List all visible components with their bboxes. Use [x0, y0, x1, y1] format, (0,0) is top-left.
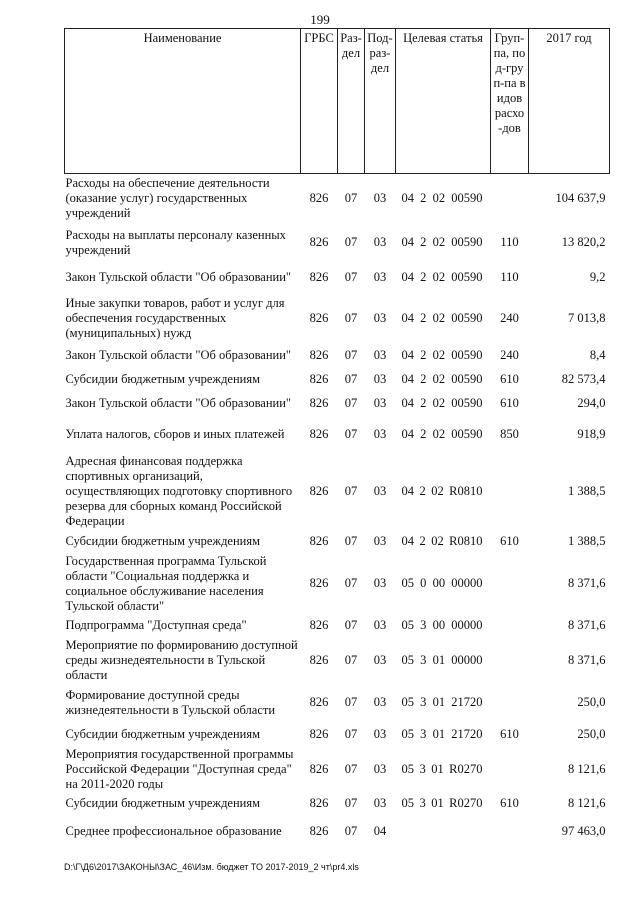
- table-row: [65, 294, 610, 344]
- row-grbs: 826: [309, 796, 329, 810]
- row-podrazdel: 03: [373, 652, 387, 667]
- target-article-part: R0270: [449, 761, 483, 776]
- row-name: Расходы на выплаты персоналу казенных учреждений: [65, 227, 286, 257]
- target-article-part: 2: [420, 191, 427, 206]
- table-row: [65, 792, 610, 816]
- row-expense-group: 610: [500, 727, 519, 741]
- target-article-part: 2: [419, 484, 426, 498]
- row-expense-group: 110: [500, 235, 519, 249]
- target-article-part: 05: [401, 652, 414, 667]
- row-expense-group: 240: [500, 311, 519, 325]
- target-article-part: 00590: [451, 311, 483, 325]
- row-grbs: 826: [309, 695, 329, 709]
- target-article-part: 05: [401, 618, 414, 632]
- row-podrazdel: 03: [373, 761, 387, 776]
- table-row: [65, 392, 610, 416]
- table-row: [65, 454, 610, 530]
- row-amount: 9,2: [589, 270, 606, 284]
- row-amount: 250,0: [577, 695, 606, 709]
- row-target-article: [396, 294, 491, 344]
- row-amount: 8 371,6: [568, 618, 606, 632]
- target-article-part: 00590: [451, 372, 483, 386]
- header-razdel: Раз-дел: [338, 29, 365, 174]
- row-name: Субсидии бюджетным учреждениям: [65, 796, 261, 810]
- row-razdel: 07: [344, 484, 358, 498]
- target-article-part: 3: [420, 727, 427, 741]
- row-target-article: [396, 747, 491, 792]
- row-target-article: [396, 344, 491, 368]
- target-article-part: 05: [401, 727, 414, 741]
- target-article-part: 04: [401, 348, 414, 362]
- target-article-part: 2: [420, 372, 427, 386]
- row-podrazdel: 03: [373, 796, 387, 810]
- target-article-part: 01: [432, 695, 446, 709]
- row-grbs: 826: [309, 652, 329, 667]
- target-article-part: 2: [420, 427, 427, 441]
- target-article-part: 04: [401, 396, 414, 410]
- row-name: Закон Тульской области "Об образовании": [65, 348, 292, 362]
- row-target-article: [396, 683, 491, 723]
- row-amount: 8,4: [589, 348, 606, 362]
- row-target-article: [396, 792, 491, 816]
- row-grbs: 826: [309, 372, 329, 386]
- row-amount: 8 121,6: [568, 796, 606, 810]
- target-article-part: 04: [401, 484, 414, 498]
- row-amount: 1 388,5: [568, 534, 606, 548]
- row-name: Среднее профессиональное образование: [65, 824, 282, 838]
- row-podrazdel: 03: [373, 534, 387, 548]
- row-grbs: 826: [309, 534, 329, 548]
- row-razdel: 07: [344, 576, 358, 590]
- target-article-part: 05: [401, 796, 414, 810]
- row-razdel: 07: [344, 761, 358, 776]
- table-row: [65, 723, 610, 747]
- target-article-part: 02: [432, 396, 446, 410]
- row-expense-group: [491, 454, 529, 530]
- table-row: [65, 368, 610, 392]
- table-row: [65, 816, 610, 848]
- row-podrazdel: 03: [373, 311, 387, 325]
- row-name: Уплата налогов, сборов и иных платежей: [65, 427, 285, 441]
- row-podrazdel: 03: [373, 427, 387, 441]
- row-expense-group: [491, 816, 529, 848]
- table-row: [65, 262, 610, 294]
- row-expense-group: 610: [500, 372, 519, 386]
- row-grbs: 826: [309, 576, 329, 590]
- row-grbs: 826: [309, 191, 329, 206]
- row-name: Подпрограмма "Доступная среда": [65, 618, 247, 632]
- row-grbs: 826: [309, 235, 329, 249]
- row-target-article: [396, 454, 491, 530]
- row-expense-group: [491, 747, 529, 792]
- row-podrazdel: 03: [373, 396, 387, 410]
- table-row: [65, 683, 610, 723]
- table-row: [65, 174, 610, 224]
- row-grbs: 826: [309, 396, 329, 410]
- row-expense-group: 610: [500, 796, 519, 810]
- header-grbs: ГРБС: [301, 29, 338, 174]
- row-grbs: 826: [309, 761, 329, 776]
- row-amount: 250,0: [577, 727, 606, 741]
- row-name: Закон Тульской области "Об образовании": [65, 396, 292, 410]
- row-amount: 82 573,4: [561, 372, 606, 386]
- target-article-part: 2: [420, 270, 427, 284]
- target-article-part: 05: [401, 761, 414, 776]
- table-row: [65, 416, 610, 454]
- row-target-article: [396, 723, 491, 747]
- target-article-part: 2: [419, 534, 426, 548]
- target-article-part: 00590: [451, 235, 483, 249]
- target-article-part: 05: [401, 695, 414, 709]
- row-target-article: [396, 416, 491, 454]
- header-name: Наименование: [65, 29, 301, 174]
- row-podrazdel: 04: [373, 824, 387, 838]
- target-article-part: 00000: [451, 652, 483, 667]
- row-podrazdel: 03: [373, 484, 387, 498]
- row-target-article: [396, 224, 491, 262]
- row-grbs: 826: [309, 427, 329, 441]
- row-name: Субсидии бюджетным учреждениям: [65, 727, 261, 741]
- target-article-part: 2: [420, 396, 427, 410]
- row-grbs: 826: [309, 348, 329, 362]
- row-target-article: [396, 554, 491, 614]
- header-year-2017: 2017 год: [529, 29, 610, 174]
- target-article-part: 02: [432, 427, 446, 441]
- row-name: Государственная программа Тульской области "Социальная поддержка и социальное обслуживание населения Тульской области": [65, 553, 267, 613]
- row-podrazdel: 03: [373, 695, 387, 709]
- target-article-part: 02: [432, 348, 446, 362]
- row-amount: 97 463,0: [561, 824, 606, 838]
- row-expense-group: [491, 638, 529, 683]
- row-amount: 7 013,8: [568, 311, 606, 325]
- target-article-part: 3: [420, 652, 427, 667]
- target-article-part: 00590: [451, 270, 483, 284]
- row-grbs: 826: [309, 484, 329, 498]
- row-amount: 8 371,6: [568, 652, 606, 667]
- target-article-part: 02: [432, 311, 446, 325]
- row-grbs: 826: [309, 824, 329, 838]
- row-expense-group: 240: [500, 348, 519, 362]
- file-path-footer: D:\Г\Д6\2017\ЗАКОНЫ\ЗАС_46\Изм. бюджет ТО 2017-2019_2 чт\pr4.xls: [64, 862, 359, 872]
- target-article-part: 02: [431, 534, 444, 548]
- row-target-article: [396, 368, 491, 392]
- row-name: Мероприятия государственной программы Российской Федерации "Доступная среда" на 2011-2020 годы: [65, 746, 294, 791]
- target-article-part: 00000: [451, 618, 483, 632]
- row-grbs: 826: [309, 311, 329, 325]
- row-podrazdel: 03: [373, 270, 387, 284]
- table-row: [65, 747, 610, 792]
- row-razdel: 07: [344, 796, 358, 810]
- table-row: [65, 638, 610, 683]
- target-article-part: 3: [419, 796, 426, 810]
- header-podrazdel: Под-раз-дел: [365, 29, 396, 174]
- row-expense-group: [491, 554, 529, 614]
- row-razdel: 07: [344, 311, 358, 325]
- table-body: [65, 174, 610, 848]
- target-article-part: 00: [432, 618, 446, 632]
- row-name: Адресная финансовая поддержка спортивных организаций, осуществляющих подготовку спортивного резерва для сборных команд Российской Федерации: [65, 454, 293, 528]
- row-razdel: 07: [344, 396, 358, 410]
- target-article-part: 3: [420, 695, 427, 709]
- target-article-part: 00590: [451, 191, 483, 206]
- row-razdel: 07: [344, 695, 358, 709]
- row-podrazdel: 03: [373, 618, 387, 632]
- row-razdel: 07: [344, 348, 358, 362]
- target-article-part: 04: [401, 235, 414, 249]
- target-article-part: 04: [401, 534, 414, 548]
- row-name: Формирование доступной среды жизнедеятельности в Тульской области: [65, 687, 276, 717]
- table-row: [65, 344, 610, 368]
- target-article-part: 02: [432, 372, 446, 386]
- header-row: [65, 29, 610, 174]
- target-article-part: 3: [419, 761, 426, 776]
- target-article-part: 00590: [451, 348, 483, 362]
- row-podrazdel: 03: [373, 348, 387, 362]
- row-expense-group: 610: [500, 396, 519, 410]
- budget-table-container: [64, 28, 609, 848]
- row-razdel: 07: [344, 191, 358, 206]
- target-article-part: 04: [401, 191, 414, 206]
- row-podrazdel: 03: [373, 576, 387, 590]
- target-article-part: R0810: [449, 534, 483, 548]
- target-article-part: 2: [420, 235, 427, 249]
- row-expense-group: [491, 174, 529, 224]
- row-amount: 8 121,6: [568, 761, 606, 776]
- target-article-part: 05: [401, 576, 414, 590]
- row-expense-group: 610: [500, 534, 519, 548]
- row-name: Иные закупки товаров, работ и услуг для обеспечения государственных (муниципальных) нужд: [65, 296, 285, 340]
- header-expense-group: Груп-па, под-груп-па видов расхо-дов: [491, 29, 529, 174]
- row-target-article: [396, 816, 491, 848]
- target-article-part: 01: [431, 796, 444, 810]
- target-article-part: 04: [401, 311, 414, 325]
- target-article-part: 04: [401, 372, 414, 386]
- target-article-part: 04: [401, 270, 414, 284]
- row-razdel: 07: [344, 727, 358, 741]
- row-razdel: 07: [344, 372, 358, 386]
- row-expense-group: 110: [500, 270, 519, 284]
- budget-table: [64, 28, 610, 848]
- target-article-part: 02: [432, 270, 446, 284]
- target-article-part: 04: [401, 427, 414, 441]
- target-article-part: R0810: [449, 484, 483, 498]
- target-article-part: 00: [432, 576, 446, 590]
- row-name: Мероприятие по формированию доступной среды жизнедеятельности в Тульской области: [65, 637, 298, 682]
- row-razdel: 07: [344, 652, 358, 667]
- target-article-part: R0270: [449, 796, 483, 810]
- row-amount: 918,9: [577, 427, 606, 441]
- row-amount: 1 388,5: [568, 484, 606, 498]
- target-article-part: 2: [420, 348, 427, 362]
- row-razdel: 07: [344, 618, 358, 632]
- row-target-article: [396, 392, 491, 416]
- target-article-part: 00000: [451, 576, 483, 590]
- target-article-part: 02: [432, 191, 446, 206]
- row-razdel: 07: [344, 824, 358, 838]
- row-expense-group: 850: [500, 427, 519, 441]
- target-article-part: 01: [431, 761, 444, 776]
- row-podrazdel: 03: [373, 372, 387, 386]
- row-target-article: [396, 262, 491, 294]
- row-name: Расходы на обеспечение деятельности (оказание услуг) государственных учреждений: [65, 176, 270, 221]
- page-number: 199: [310, 12, 330, 27]
- table-row: [65, 530, 610, 554]
- header-target-article: Целевая статья: [396, 29, 491, 174]
- row-razdel: 07: [344, 534, 358, 548]
- target-article-part: 02: [431, 484, 444, 498]
- row-amount: 8 371,6: [568, 576, 606, 590]
- row-target-article: [396, 174, 491, 224]
- row-target-article: [396, 638, 491, 683]
- target-article-part: 2: [420, 311, 427, 325]
- table-row: [65, 614, 610, 638]
- row-podrazdel: 03: [373, 727, 387, 741]
- row-name: Субсидии бюджетным учреждениям: [65, 372, 261, 386]
- target-article-part: 01: [432, 727, 446, 741]
- row-amount: 104 637,9: [555, 191, 606, 206]
- row-amount: 13 820,2: [561, 235, 606, 249]
- target-article-part: 0: [420, 576, 427, 590]
- target-article-part: 3: [420, 618, 427, 632]
- table-row: [65, 224, 610, 262]
- target-article-part: 00590: [451, 427, 483, 441]
- row-grbs: 826: [309, 727, 329, 741]
- row-name: Закон Тульской области "Об образовании": [65, 270, 292, 284]
- row-target-article: [396, 530, 491, 554]
- target-article-part: 02: [432, 235, 446, 249]
- table-row: [65, 554, 610, 614]
- row-target-article: [396, 614, 491, 638]
- row-razdel: 07: [344, 270, 358, 284]
- row-podrazdel: 03: [373, 191, 387, 206]
- row-name: Субсидии бюджетным учреждениям: [65, 534, 261, 548]
- target-article-part: 21720: [451, 727, 483, 741]
- target-article-part: 01: [432, 652, 446, 667]
- row-grbs: 826: [309, 270, 329, 284]
- row-podrazdel: 03: [373, 235, 387, 249]
- row-grbs: 826: [309, 618, 329, 632]
- row-razdel: 07: [344, 427, 358, 441]
- target-article-part: 21720: [451, 695, 483, 709]
- row-razdel: 07: [344, 235, 358, 249]
- target-article-part: 00590: [451, 396, 483, 410]
- row-expense-group: [491, 683, 529, 723]
- row-expense-group: [491, 614, 529, 638]
- row-amount: 294,0: [577, 396, 606, 410]
